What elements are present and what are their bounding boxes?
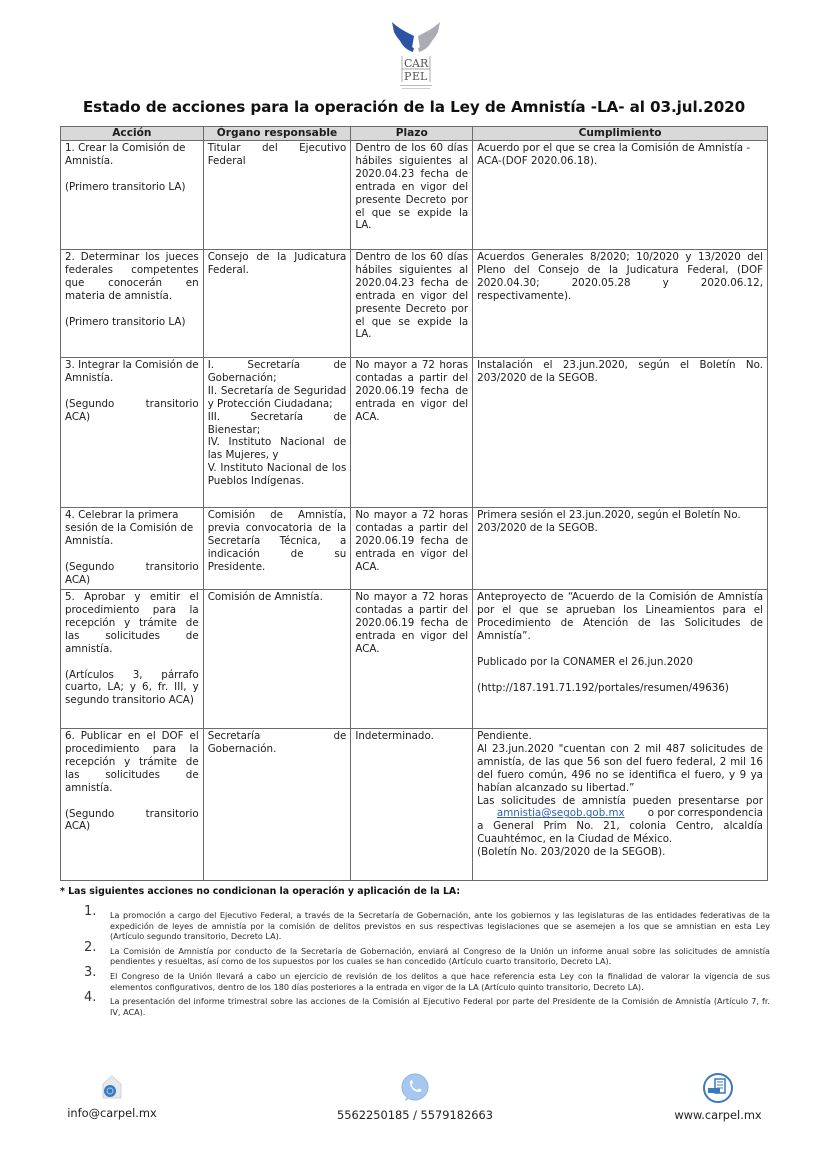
accion-text: 5. Aprobar y emitir el procedimiento para la recepción y trámite de las solicitudes de amnistía. (65, 591, 199, 655)
note-number: 2. (84, 939, 97, 955)
plazo-text: Indeterminado. (355, 730, 434, 742)
note-text: La promoción a cargo del Ejecutivo Federal, a través de la Secretaría de Gobernación, ante los gobiernos y las legislaturas de las entidades federativas de la expedición de leyes de amnistía por la comisión de delitos previstos en sus respectivas legislaciones que se asemejen a los que se amnistian en esta Ley (Artículo segundo transitorio, Decreto LA). (110, 910, 770, 942)
cell-accion (61, 590, 204, 729)
email-address[interactable]: info@carpel.mx (67, 1106, 157, 1120)
footer-phones (330, 1072, 500, 1128)
cell-organo (203, 141, 351, 250)
cell-plazo (351, 729, 473, 881)
logo-letter-p: P (404, 70, 412, 83)
website-url[interactable]: www.carpel.mx (674, 1108, 762, 1122)
accion-text: 6. Publicar en el DOF el procedimiento para la recepción y trámite de las solicitudes de amnistía. (65, 730, 199, 794)
accion-reference: (Segundo transitorio ACA) (65, 807, 199, 833)
cumplimiento-text: Acuerdo por el que se crea la Comisión de Amnistía -ACA-(DOF 2020.06.18). (477, 142, 751, 167)
footer-email (62, 1072, 162, 1128)
cell-plazo (351, 141, 473, 250)
accion-reference: (Primero transitorio LA) (65, 315, 186, 328)
cumplimiento-text: Anteproyecto de “Acuerdo de la Comisión de Amnistía por el que se aprueban los Lineamientos para el Procedimiento de Atención de las Solicitudes de Amnistía”. (477, 591, 763, 642)
note-item (82, 964, 770, 992)
cell-organo (203, 729, 351, 881)
plazo-text: No mayor a 72 horas contadas a partir del 2020.06.19 fecha de entrada en vigor del ACA. (355, 591, 469, 655)
organo-text: Secretaría de Gobernación. (207, 730, 347, 755)
cell-cumplimiento (473, 508, 768, 590)
notes-list (82, 904, 770, 1021)
cell-organo (203, 250, 351, 358)
accion-reference: (Segundo transitorio ACA) (65, 397, 199, 423)
organo-member: I. Secretaría de Gobernación; (207, 359, 347, 384)
cell-plazo (351, 358, 473, 508)
table-row (61, 508, 768, 590)
plazo-text: Dentro de los 60 días hábiles siguientes al 2020.04.23 fecha de entrada en vigor del presente Decreto por el que se expide la LA. (355, 251, 469, 341)
table-header-row (61, 127, 768, 141)
cell-organo (203, 358, 351, 508)
table-row (61, 729, 768, 881)
header-organo: Órgano responsable (203, 127, 351, 141)
note-text: La Comisión de Amnistía por conducto de la Secretaría de Gobernación, enviará al Congreso de la Unión un informe anual sobre las solicitudes de amnistía pendientes y resueltas, así como de los supuestos por los cuales se han concedido (Artículo cuarto transitorio, Decreto LA). (110, 945, 770, 967)
plazo-text: No mayor a 72 horas contadas a partir del 2020.06.19 fecha de entrada en vigor del ACA. (355, 509, 469, 573)
cell-cumplimiento (473, 729, 768, 881)
cell-plazo (351, 250, 473, 358)
logo-letter-c: C (404, 57, 413, 70)
note-number: 3. (84, 964, 97, 980)
accion-reference: (Segundo transitorio ACA) (65, 560, 199, 586)
cumplimiento-url: (http://187.191.71.192/portales/resumen/49636) (477, 681, 729, 694)
notes-heading: * Las siguientes acciones no condicionan la operación y aplicación de la LA: (60, 886, 461, 897)
table-row (61, 358, 768, 508)
cell-cumplimiento (473, 250, 768, 358)
cell-organo (203, 590, 351, 729)
organo-member: II. Secretaría de Seguridad y Protección Ciudadana; (207, 384, 347, 410)
table-row (61, 590, 768, 729)
organo-text: Comisión de Amnistía, previa convocatoria de la Secretaría Técnica, a indicación de su Presidente. (207, 509, 347, 573)
organo-text: Consejo de la Judicatura Federal. (207, 251, 347, 276)
accion-text: 1. Crear la Comisión de Amnistía. (65, 142, 186, 167)
organo-member: V. Instituto Nacional de los Pueblos Indígenas. (207, 462, 347, 488)
phone-numbers[interactable]: 5562250185 / 5579182663 (336, 1108, 494, 1122)
cell-organo (203, 508, 351, 590)
cumplimiento-source: (Boletín No. 203/2020 de la SEGOB). (477, 846, 666, 859)
submission-text-cont: o por correspondencia a General Prim No. 21, colonia Centro, alcaldía Cuauhtémoc, en la Ciudad de México. (477, 807, 763, 846)
organo-text: Comisión de Amnistía. (207, 591, 323, 603)
note-number: 4. (84, 990, 97, 1006)
note-text: El Congreso de la Unión llevará a cabo un ejercicio de revisión de los delitos a que hace referencia esta Ley con la finalidad de valorar la vigencia de sus elementos configurativos, dentro de los 180 días posteriores a la entrada en vigor de la LA (Artículo quinto transitorio, Decreto LA). (110, 970, 770, 992)
cumplimiento-text: Instalación el 23.jun.2020, según el Boletín No. 203/2020 de la SEGOB. (477, 359, 763, 384)
note-item (82, 939, 770, 967)
cell-accion (61, 141, 204, 250)
logo-letter-r: R (420, 57, 429, 70)
email-link[interactable]: amnistia@segob.gob.mx (496, 807, 625, 820)
cumplimiento-publication: Publicado por la CONAMER el 26.jun.2020 (477, 655, 693, 668)
note-number: 1. (84, 904, 97, 919)
organo-member: III. Secretaría de Bienestar; (207, 410, 347, 436)
submission-text: Las solicitudes de amnistía pueden presentarse por (477, 794, 763, 807)
cumplimiento-text: Acuerdos Generales 8/2020; 10/2020 y 13/2020 del Pleno del Consejo de la Judicatura Federal, (DOF 2020.04.30; 2020.05.28 y 2020.06.12, respectivamente). (477, 251, 763, 302)
status-pendiente: Pendiente. (477, 730, 532, 742)
note-item (82, 990, 770, 1017)
accion-reference: (Primero transitorio LA) (65, 180, 186, 193)
cell-accion (61, 508, 204, 590)
accion-text: 3. Integrar la Comisión de Amnistía. (65, 359, 199, 384)
cell-cumplimiento (473, 590, 768, 729)
cell-cumplimiento (473, 358, 768, 508)
cell-plazo (351, 508, 473, 590)
web-document-icon (702, 1072, 734, 1104)
cell-accion (61, 358, 204, 508)
document-title: Estado de acciones para la operación de la Ley de Amnistía -LA- al 03.jul.2020 (82, 98, 746, 116)
header-accion: Acción (61, 127, 204, 141)
cell-accion (61, 729, 204, 881)
whatsapp-icon (399, 1072, 431, 1104)
organo-text: Titular del Ejecutivo Federal (207, 142, 347, 167)
header-cumplimiento: Cumplimiento (473, 127, 768, 141)
note-item (82, 904, 770, 942)
mail-icon (97, 1072, 127, 1102)
cumplimiento-text: Primera sesión el 23.jun.2020, según el Boletín No. 203/2020 de la SEGOB. (477, 509, 741, 534)
table-row (61, 141, 768, 250)
plazo-text: Dentro de los 60 días hábiles siguientes al 2020.04.23 fecha de entrada en vigor del presente Decreto por el que se expide la LA. (355, 142, 469, 232)
accion-reference: (Artículos 3, párrafo cuarto, LA; y 6, fr. III, y segundo transitorio ACA) (65, 668, 199, 707)
accion-text: 4. Celebrar la primera sesión de la Comisión de Amnistía. (65, 509, 194, 547)
table-row (61, 250, 768, 358)
header-plazo: Plazo (351, 127, 473, 141)
accion-text: 2. Determinar los jueces federales competentes que conocerán en materia de amnistía. (65, 251, 199, 302)
logo-letter-a: A (412, 57, 420, 70)
cumplimiento-submission (477, 795, 763, 847)
plazo-text: No mayor a 72 horas contadas a partir del 2020.06.19 fecha de entrada en vigor del ACA. (355, 359, 469, 423)
carpel-logo (388, 18, 444, 92)
organo-member: IV. Instituto Nacional de las Mujeres, y (207, 436, 347, 462)
actions-table (60, 126, 768, 881)
logo-letter-e: E (412, 70, 421, 83)
cell-cumplimiento (473, 141, 768, 250)
logo-letter-l: L (420, 70, 428, 83)
footer-website (664, 1072, 772, 1128)
cell-plazo (351, 590, 473, 729)
cumplimiento-quote: Al 23.jun.2020 "cuentan con 2 mil 487 solicitudes de amnistía, de las que 56 son del fuero federal, 2 mil 16 del fuero común, 496 no se identifica el fuero, y 9 ya habían alcanzado su libertad.” (477, 742, 763, 794)
cell-accion (61, 250, 204, 358)
note-text: La presentación del informe trimestral sobre las acciones de la Comisión al Ejecutivo Federal por parte del Presidente de la Comisión de Amnistía (Artículo 7, fr. IV, ACA). (110, 996, 770, 1017)
